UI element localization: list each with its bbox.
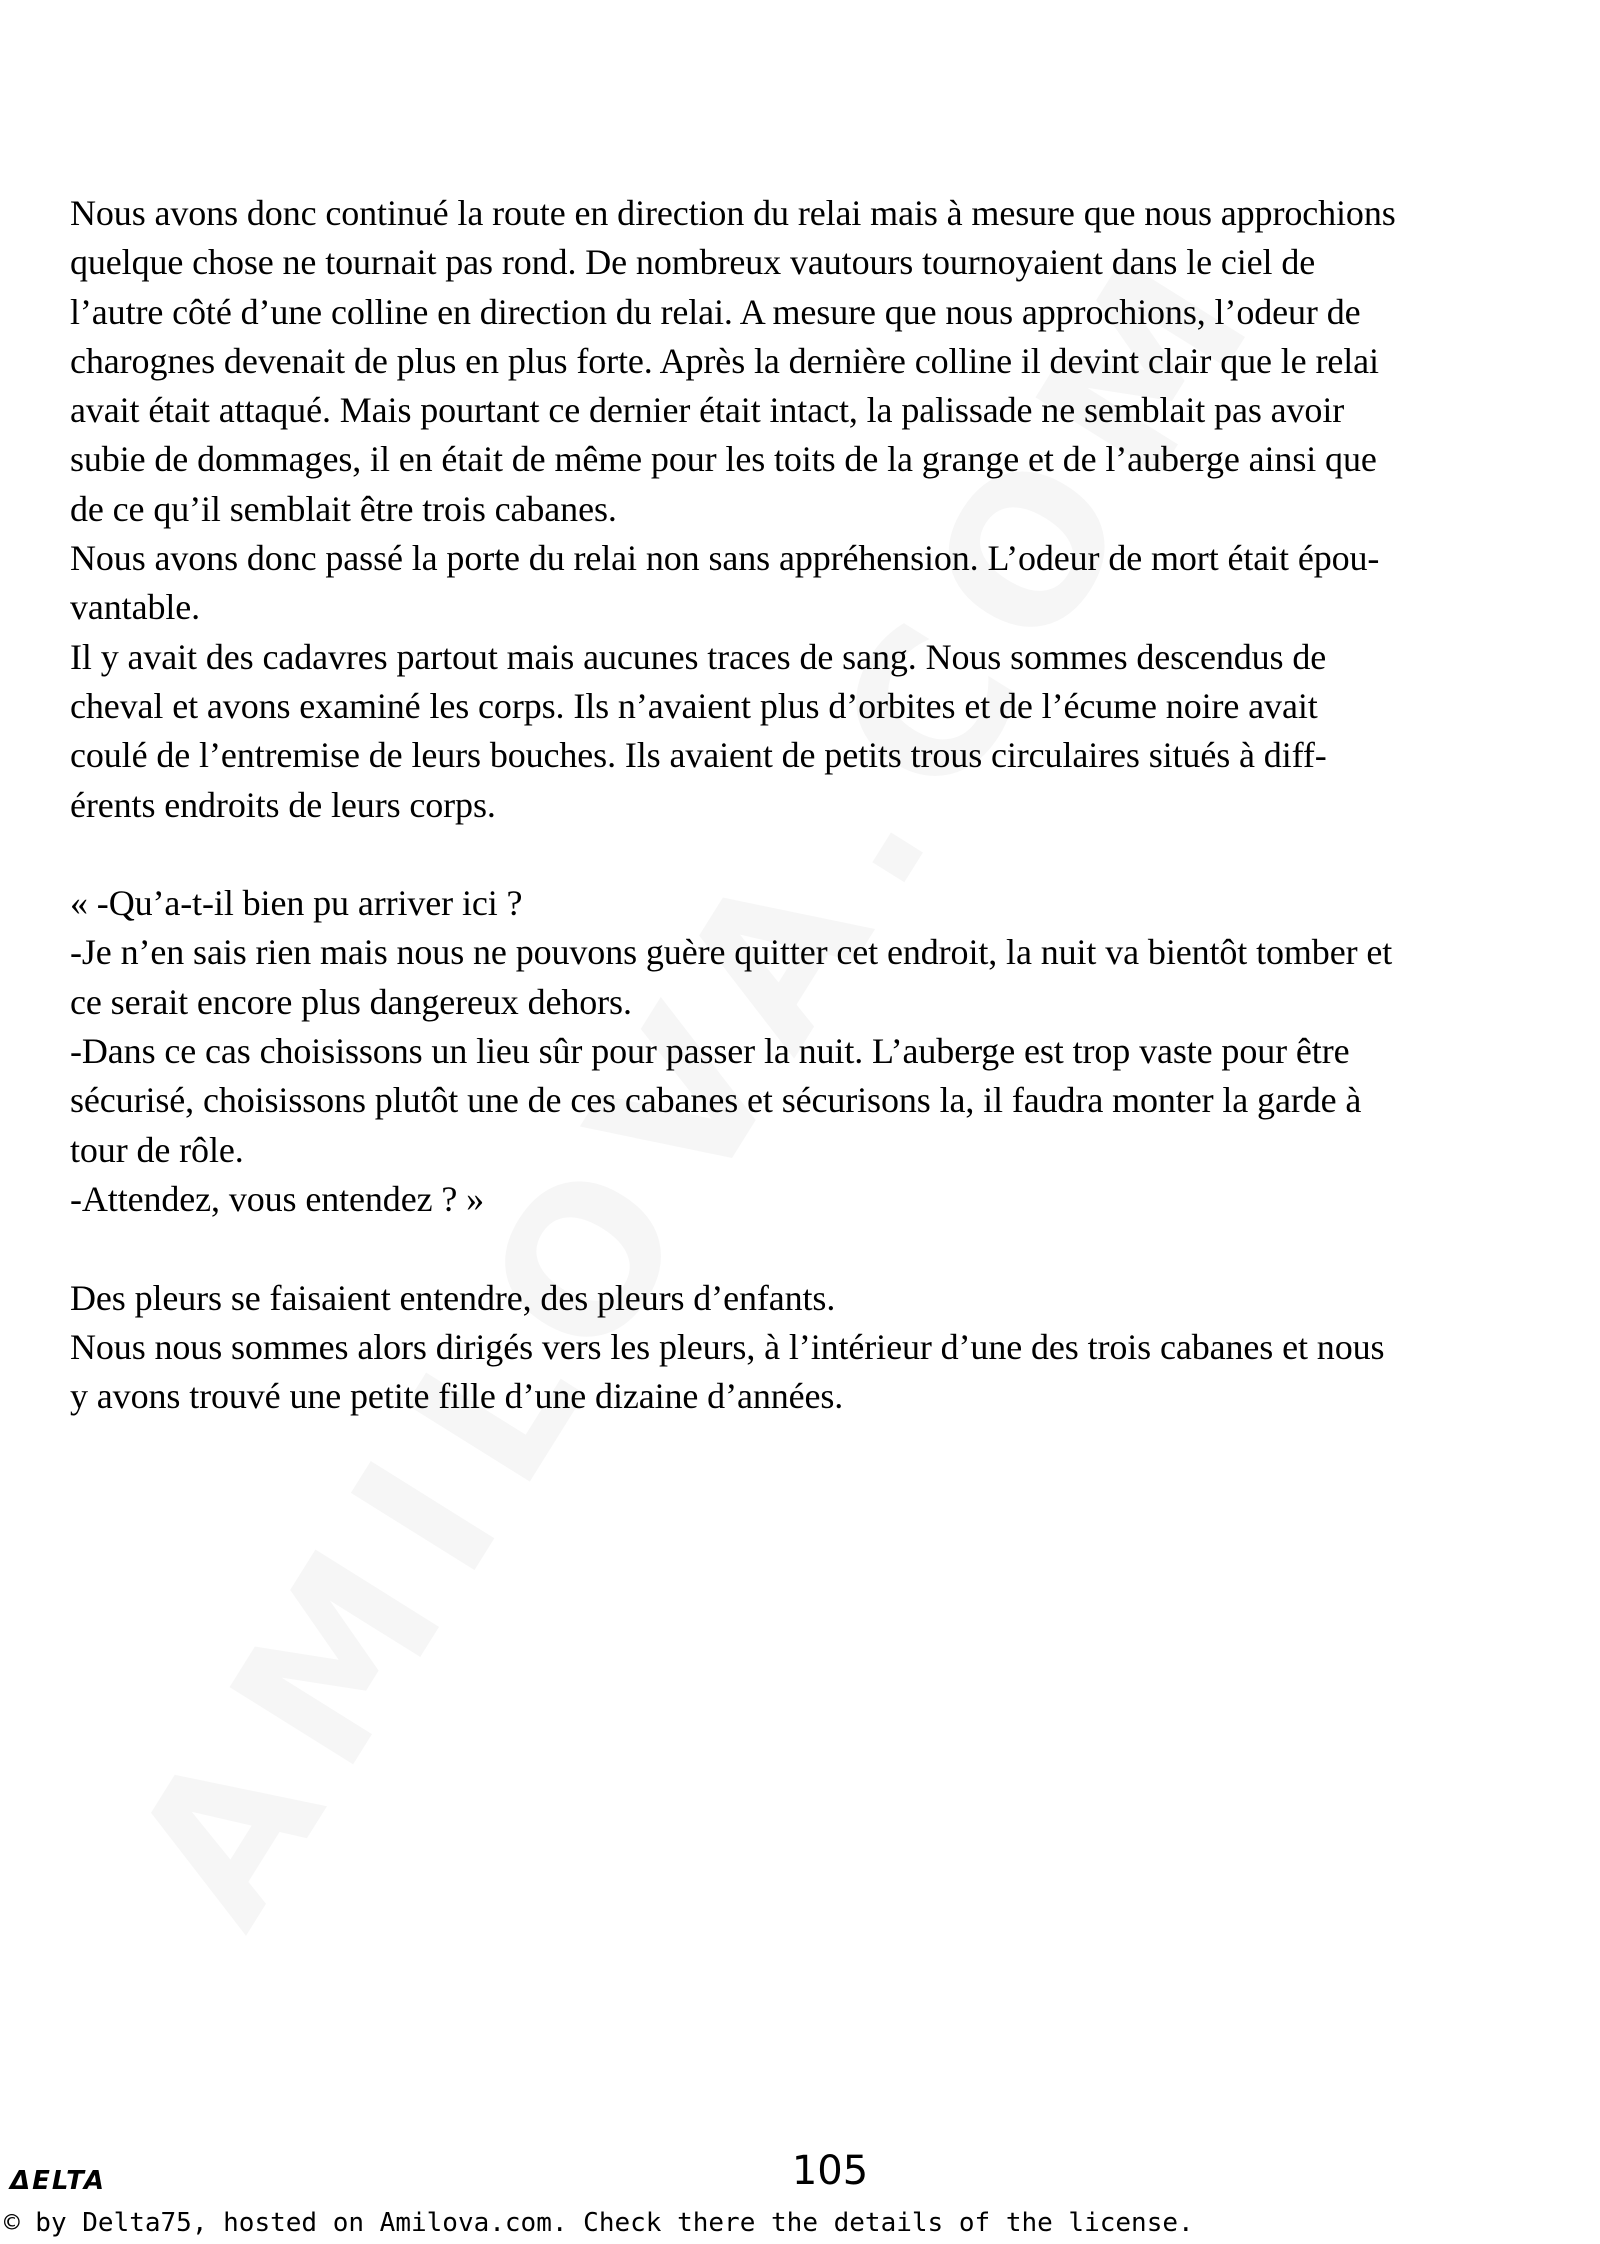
text-line: Il y avait des cadavres partout mais aucunes traces de sang. Nous sommes descendus de (70, 636, 1327, 677)
text-line: -Dans ce cas choisissons un lieu sûr pour passer la nuit. L’auberge est trop vaste pour être (70, 1031, 1350, 1072)
text-line: « -Qu’a-t-il bien pu arriver ici ? (70, 883, 523, 924)
text-line: de ce qu’il semblait être trois cabanes. (70, 488, 617, 529)
text-line: tour de rôle. (70, 1129, 244, 1170)
text-line: -Je n’en sais rien mais nous ne pouvons guère quitter cet endroit, la nuit va bientôt tomber et (70, 932, 1393, 973)
text-line: Nous avons donc continué la route en direction du relai mais à mesure que nous approchions (70, 193, 1396, 233)
text-line: l’autre côté d’une colline en direction du relai. A mesure que nous approchions, l’odeur de (70, 291, 1361, 332)
text-line: ce serait encore plus dangereux dehors. (70, 981, 632, 1022)
text-line: vantable. (70, 587, 201, 628)
text-line: cheval et avons examiné les corps. Ils n’avaient plus d’orbites et de l’écume noire avait (70, 685, 1318, 726)
page-text (70, 189, 1590, 1421)
text-line: -Attendez, vous entendez ? » (70, 1178, 485, 1219)
text-line: charognes devenait de plus en plus forte. Après la dernière colline il devint clair que le relai (70, 340, 1379, 381)
text-line: subie de dommages, il en était de même pour les toits de la grange et de l’auberge ainsi que (70, 439, 1377, 480)
text-line: quelque chose ne tournait pas rond. De nombreux vautours tournoyaient dans le ciel de (70, 242, 1316, 283)
text-line: Nous avons donc passé la porte du relai non sans appréhension. L’odeur de mort était épou- (70, 538, 1380, 579)
paragraph-gap (70, 830, 1590, 879)
text-line: érents endroits de leurs corps. (70, 784, 496, 825)
text-line: avait était attaqué. Mais pourtant ce dernier était intact, la palissade ne semblait pas avoir (70, 390, 1345, 431)
text-line: sécurisé, choisissons plutôt une de ces cabanes et sécurisons la, il faudra monter la garde à (70, 1080, 1362, 1121)
page-number: 105 (791, 2148, 869, 2194)
text-line: Nous nous sommes alors dirigés vers les pleurs, à l’intérieur d’une des trois cabanes et nous (70, 1326, 1385, 1367)
text-line: y avons trouvé une petite fille d’une dizaine d’années. (70, 1376, 844, 1417)
text-line: Des pleurs se faisaient entendre, des pleurs d’enfants. (70, 1277, 836, 1318)
delta-logo: ΔELTA (10, 2166, 106, 2196)
paragraph-gap (70, 1224, 1590, 1273)
text-line: coulé de l’entremise de leurs bouches. Ils avaient de petits trous circulaires situés à diff- (70, 735, 1327, 776)
copyright-notice: © by Delta75, hosted on Amilova.com. Check there the details of the license. (4, 2208, 1194, 2238)
